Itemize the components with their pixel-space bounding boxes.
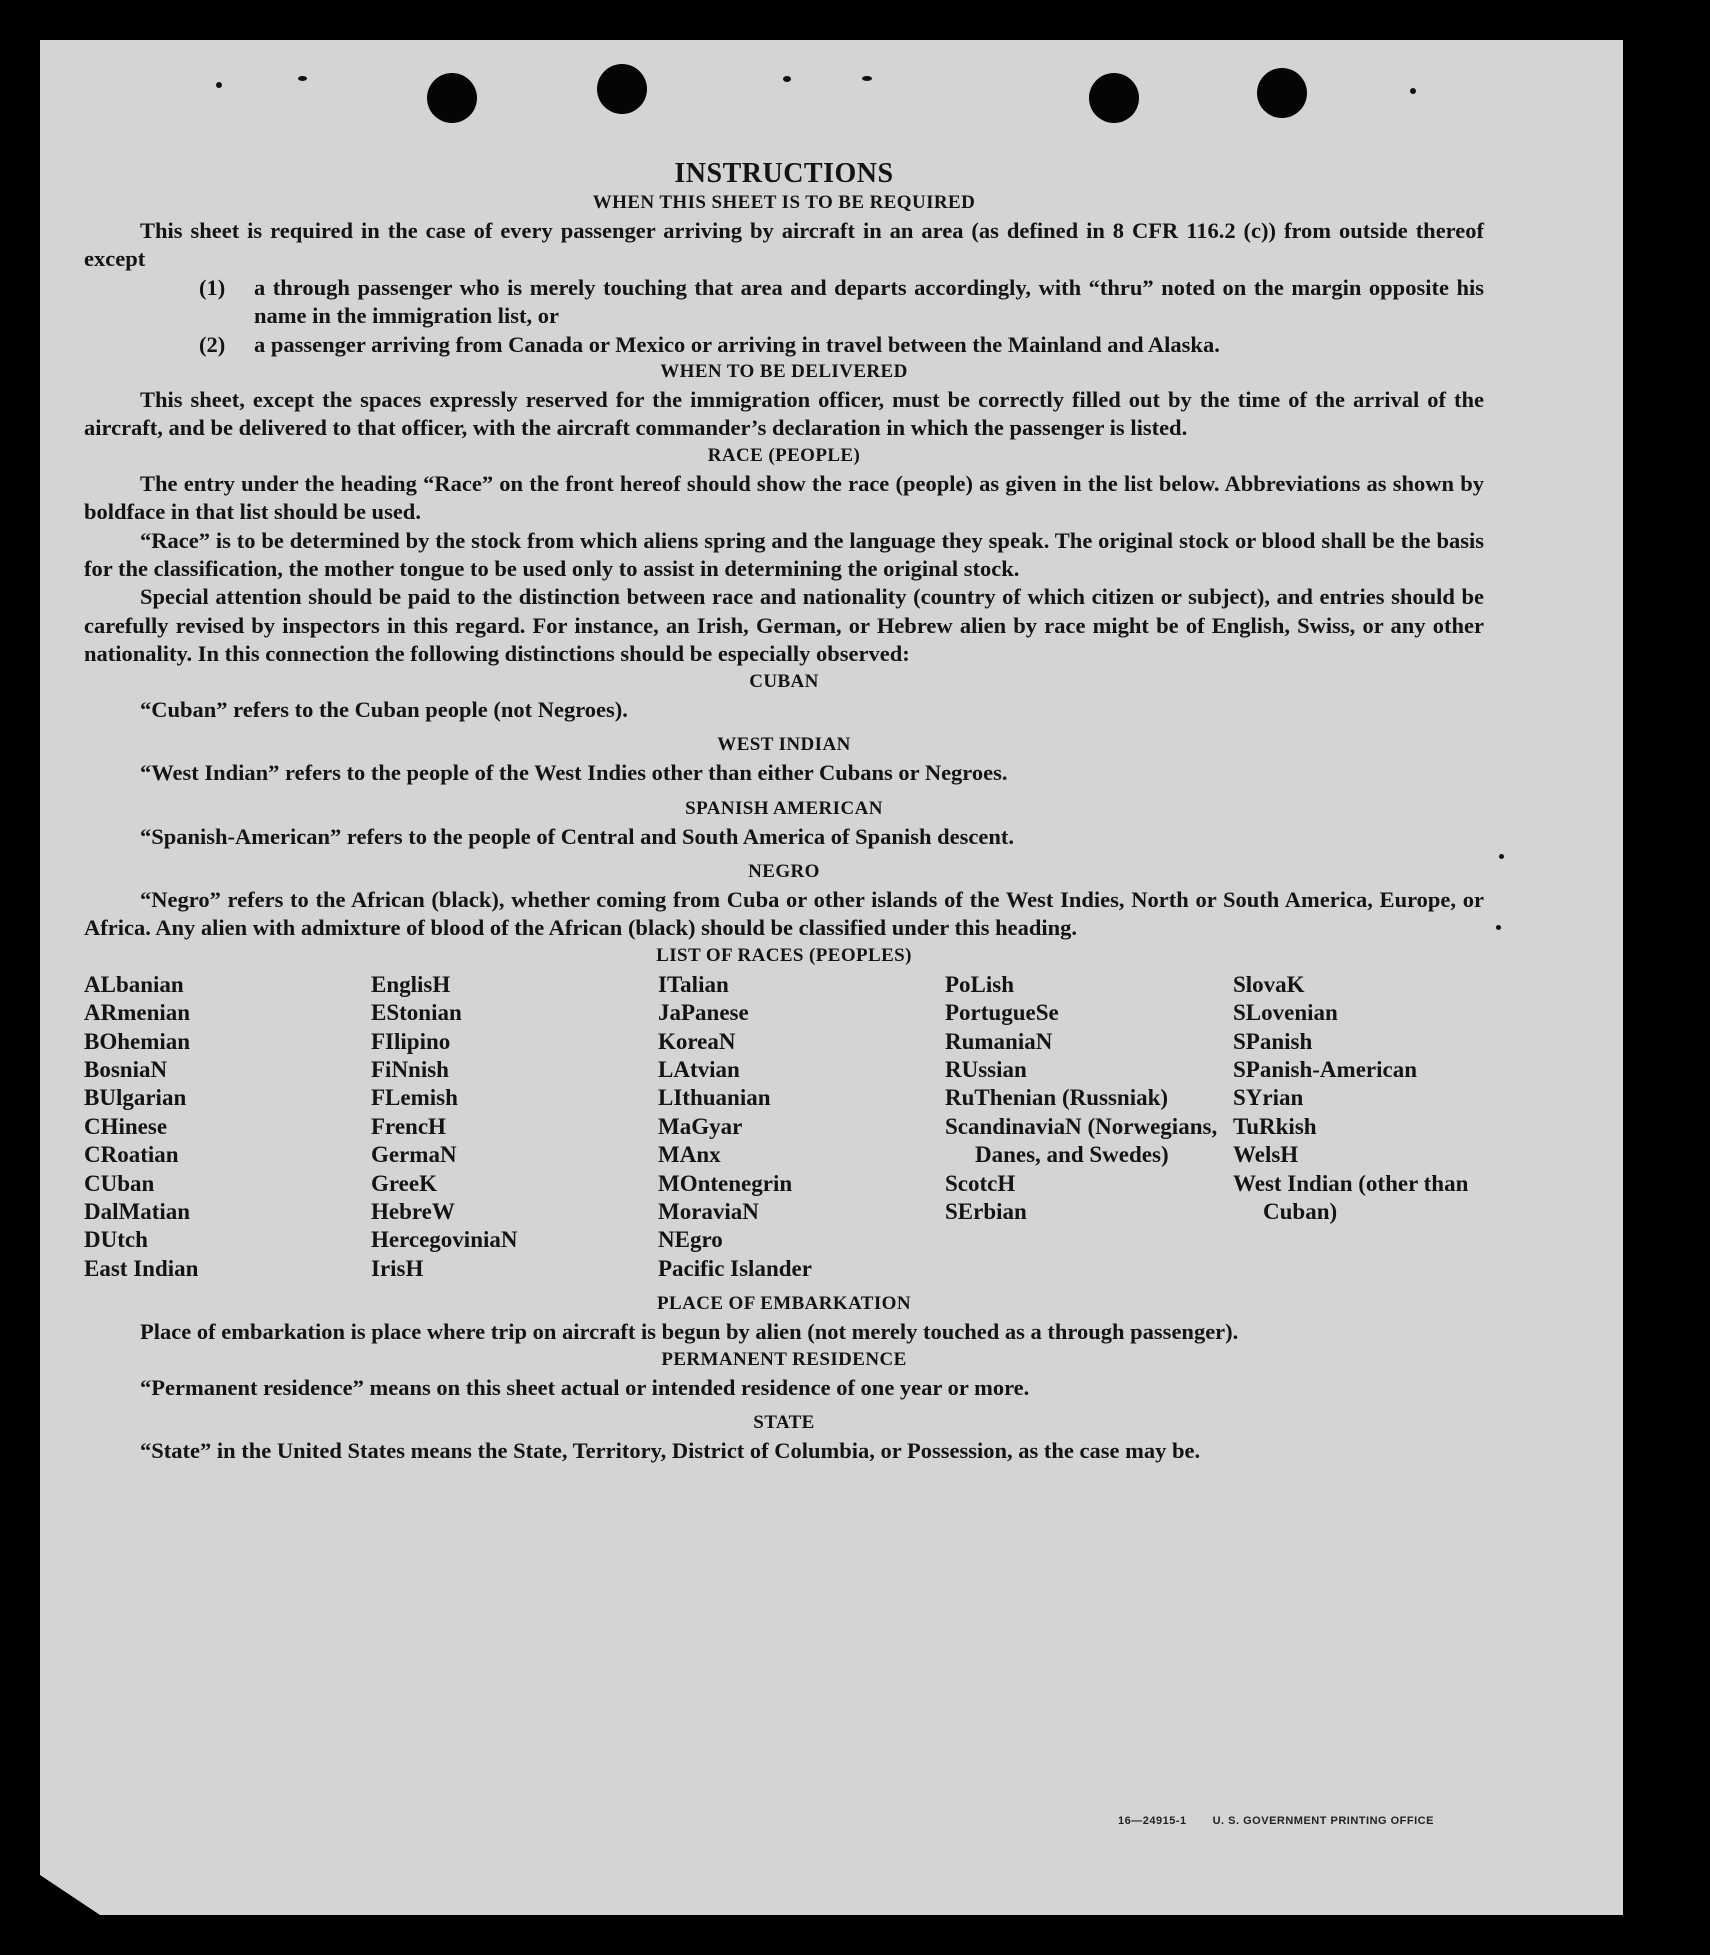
race-entry: West Indian (other than Cuban) [1233, 1170, 1469, 1224]
heading-list-of-races: LIST OF RACES (PEOPLES) [656, 944, 912, 966]
race-entry: SPanish [1233, 1028, 1313, 1054]
races-column [84, 971, 371, 1283]
race-paragraph: The entry under the heading “Race” on the front hereof should show the race (people) as given in the list below. Abbreviations as shown by boldface in that list should be used. [84, 470, 1484, 525]
exception-text: a through passenger who is merely touching that area and departs accordingly, with “thru” noted on the margin opposite his name in the immigration list, or [254, 274, 1484, 329]
heading-required: WHEN THIS SHEET IS TO BE REQUIRED [592, 192, 976, 213]
race-entry: ARmenian [84, 1000, 191, 1026]
race-entry: GermaN [371, 1142, 457, 1168]
race-entry: GreeK [371, 1170, 437, 1196]
race-entry: RumaniaN [945, 1028, 1053, 1054]
race-entry: PortugueSe [945, 1000, 1059, 1026]
punch-hole [427, 73, 477, 123]
race-entry: EStonian [371, 1000, 462, 1026]
race-entry: DalMatian [84, 1198, 191, 1224]
race-entry: SYrian [1233, 1085, 1304, 1111]
race-entry: ScandinaviaN (Norwegians, Danes, and Swedes) [945, 1113, 1218, 1168]
race-entry: FLemish [371, 1085, 458, 1111]
printer-name: U. S. GOVERNMENT PRINTING OFFICE [1212, 1815, 1434, 1827]
race-entry: LIthuanian [658, 1085, 771, 1111]
race-paragraph: Special attention should be paid to the distinction between race and nationality (country of which citizen or subject), and entries should be carefully revised by inspectors in this regard. For instance, an Irish, German, or Hebrew alien by race might be of English, Swiss, or any other nationality. In this connection the following distinctions should be especially observed: [84, 584, 1484, 667]
race-entry: MOntenegrin [658, 1170, 793, 1196]
race-entry: ITalian [658, 971, 729, 997]
paper-speck [1499, 854, 1504, 859]
heading-race: RACE (PEOPLE) [707, 444, 861, 466]
residence-text: “Permanent residence” means on this sheet actual or intended residence of one year or more. [140, 1374, 1030, 1400]
race-entry: CHinese [84, 1113, 168, 1139]
races-column [658, 971, 945, 1283]
delivered-text: This sheet, except the spaces expressly reserved for the immigration officer, must be correctly filled out by the time of the arrival of the aircraft, and be delivered to that officer, with the aircraft commander’s declaration in which the passenger is listed. [84, 387, 1484, 441]
race-entry: FrencH [371, 1113, 446, 1139]
race-entry: KoreaN [658, 1028, 736, 1054]
instructions-content [84, 158, 1484, 1465]
race-entry: NEgro [658, 1227, 723, 1253]
heading-state: STATE [753, 1412, 815, 1433]
races-list [84, 971, 1484, 1283]
race-entry: FIlipino [371, 1028, 451, 1054]
heading-spanish-american: SPANISH AMERICAN [685, 797, 883, 819]
punch-hole [1257, 68, 1307, 118]
form-number: 16—24915-1 [1118, 1815, 1187, 1827]
race-entry: SErbian [945, 1198, 1027, 1224]
race-entry: CUban [84, 1170, 155, 1196]
race-entry: IrisH [371, 1255, 424, 1281]
race-entry: LAtvian [658, 1056, 740, 1082]
punch-hole [597, 64, 647, 114]
heading-delivered: WHEN TO BE DELIVERED [660, 361, 908, 383]
race-entry: Pacific Islander [658, 1255, 812, 1281]
races-column [371, 971, 658, 1283]
paper-speck [783, 76, 791, 82]
race-entry: HercegoviniaN [371, 1227, 518, 1253]
race-entry: SPanish-American [1233, 1056, 1417, 1082]
paper-speck [862, 76, 872, 81]
folded-corner [40, 1875, 100, 1915]
race-entry: MaGyar [658, 1113, 743, 1139]
exception-item [84, 274, 1484, 331]
punch-hole [1089, 73, 1139, 123]
race-entry: SlovaK [1233, 971, 1305, 997]
race-entry: FiNnish [371, 1056, 449, 1082]
race-entry: BOhemian [84, 1028, 191, 1054]
race-entry: BUlgarian [84, 1085, 187, 1111]
heading-west-indian: WEST INDIAN [717, 734, 851, 756]
race-entry: MAnx [658, 1142, 721, 1168]
race-entry: ALbanian [84, 971, 184, 997]
instruction-sheet [40, 40, 1623, 1915]
paper-speck [298, 76, 307, 81]
required-intro: This sheet is required in the case of every passenger arriving by aircraft in an area (as defined in 8 CFR 116.2 (c)) from outside thereof except [84, 218, 1484, 272]
spanish-american-text: “Spanish-American” refers to the people of Central and South America of Spanish descent. [140, 823, 1014, 849]
race-entry: MoraviaN [658, 1198, 759, 1224]
race-entry: DUtch [84, 1227, 148, 1253]
page-title: INSTRUCTIONS [674, 158, 894, 189]
heading-embarkation: PLACE OF EMBARKATION [657, 1293, 911, 1315]
embarkation-text: Place of embarkation is place where trip on aircraft is begun by alien (not merely touched as a through passenger). [140, 1319, 1239, 1345]
exception-number: (2) [199, 331, 226, 357]
paper-speck [1496, 925, 1501, 930]
heading-cuban: CUBAN [749, 670, 819, 692]
exception-item [84, 331, 1484, 359]
printer-imprint [1118, 1815, 1460, 1827]
exception-text: a passenger arriving from Canada or Mexico or arriving in travel between the Mainland and Alaska. [254, 331, 1220, 357]
negro-text: “Negro” refers to the African (black), whether coming from Cuba or other islands of the West Indies, North or South America, Europe, or Africa. Any alien with admixture of blood of the African (black) should be classified under this heading. [84, 886, 1484, 941]
exception-number: (1) [199, 274, 226, 300]
paper-speck [216, 82, 222, 88]
race-entry: TuRkish [1233, 1113, 1317, 1139]
heading-negro: NEGRO [748, 860, 820, 882]
race-entry: RuThenian (Russniak) [945, 1085, 1169, 1111]
race-entry: CRoatian [84, 1142, 179, 1168]
race-entry: East Indian [84, 1255, 199, 1281]
race-entry: RUssian [945, 1056, 1027, 1082]
race-entry: JaPanese [658, 1000, 749, 1026]
west-indian-text: “West Indian” refers to the people of the West Indies other than either Cubans or Negroes. [140, 760, 1008, 786]
cuban-text: “Cuban” refers to the Cuban people (not Negroes). [140, 696, 628, 722]
heading-residence: PERMANENT RESIDENCE [661, 1348, 907, 1370]
race-entry: WelsH [1233, 1142, 1299, 1168]
race-paragraph: “Race” is to be determined by the stock from which aliens spring and the language they speak. The original stock or blood shall be the basis for the classification, the mother tongue to be used only to assist in determining the original stock. [84, 527, 1484, 582]
race-entry: HebreW [371, 1198, 455, 1224]
race-entry: PoLish [945, 971, 1015, 997]
race-entry: BosniaN [84, 1056, 168, 1082]
races-column [1233, 971, 1484, 1283]
races-column [945, 971, 1233, 1283]
race-entry: SLovenian [1233, 1000, 1338, 1026]
state-text: “State” in the United States means the State, Territory, District of Columbia, or Possession, as the case may be. [140, 1438, 1201, 1463]
paper-speck [1410, 88, 1416, 94]
race-entry: EnglisH [371, 971, 451, 997]
race-entry: ScotcH [945, 1170, 1016, 1196]
